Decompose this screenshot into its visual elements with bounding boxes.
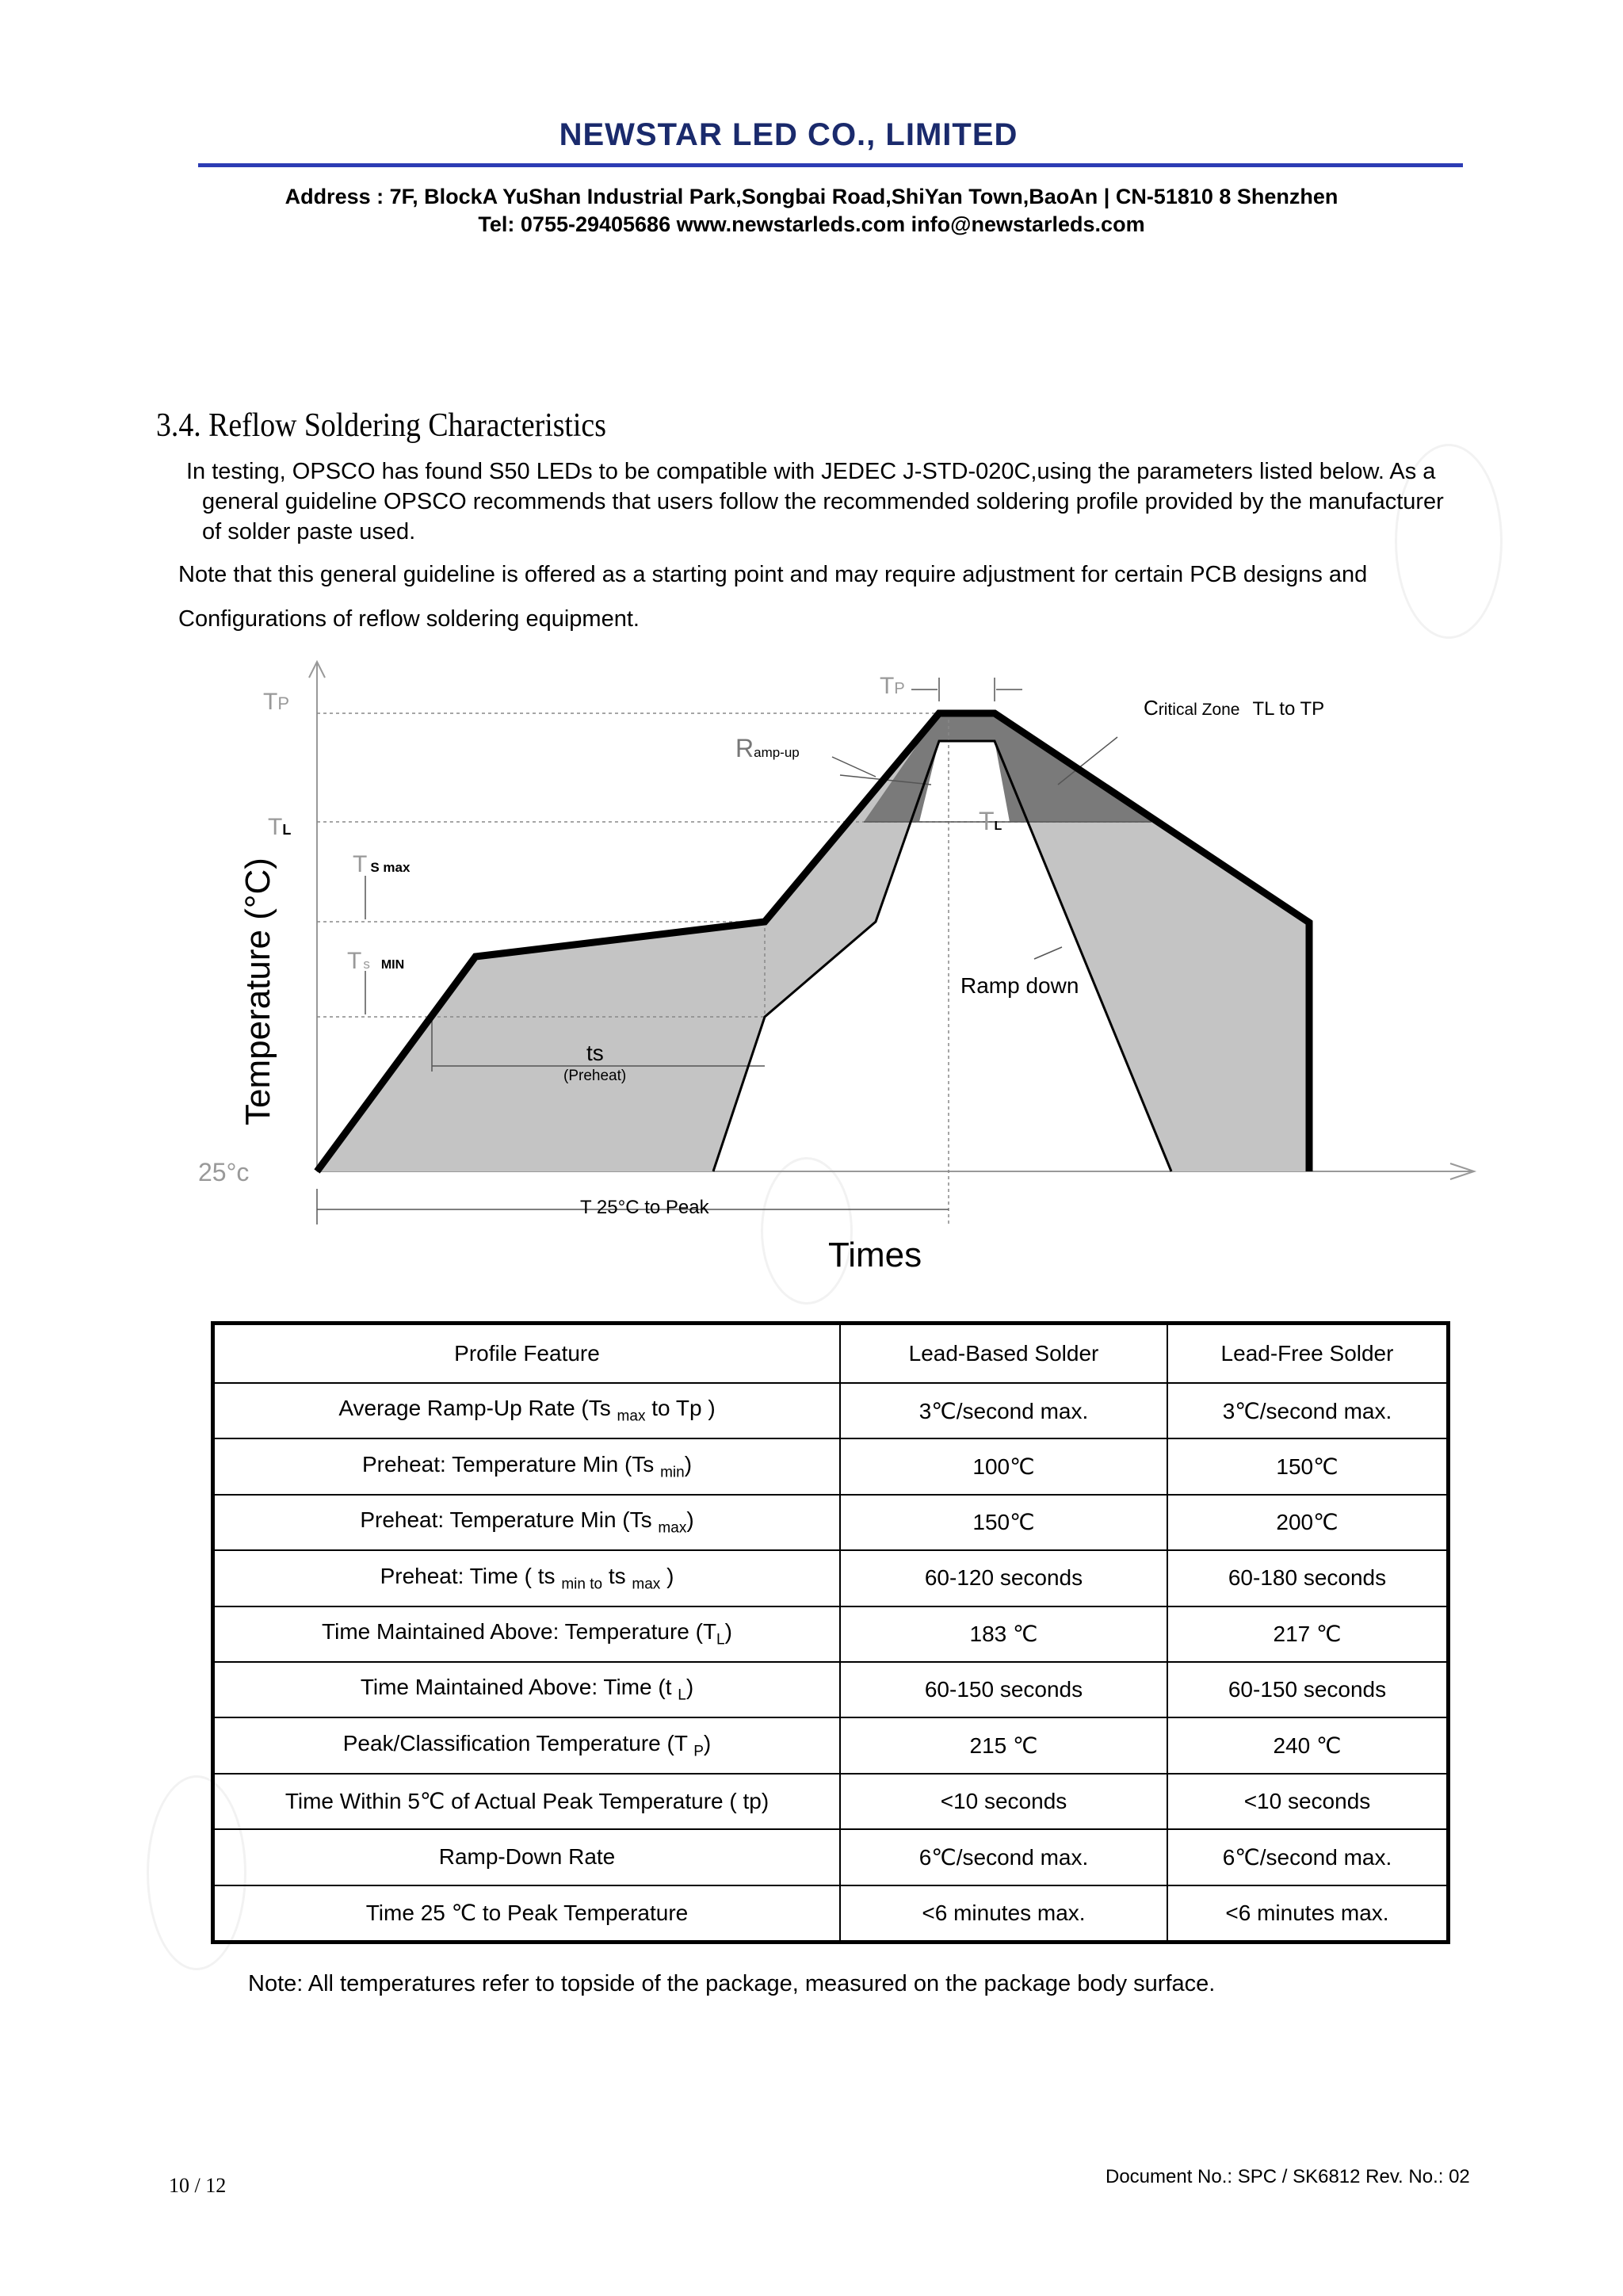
critical-zone xyxy=(864,713,1151,822)
tp-label: TP xyxy=(263,689,290,715)
company-name: NEWSTAR LED CO., LIMITED xyxy=(559,117,1018,152)
y-axis-label: Temperature (°C) xyxy=(239,858,277,1125)
profile-feature: Average Ramp-Up Rate (Ts $_{max}$ to Tp ) xyxy=(213,1383,841,1438)
table-row xyxy=(213,1662,1449,1717)
column-header: Lead-Based Solder xyxy=(840,1324,1167,1384)
profile-feature: Time Maintained Above: Time (t $_L$) xyxy=(213,1662,841,1717)
table-row xyxy=(213,1495,1449,1550)
lead-based-value: 100℃ xyxy=(840,1438,1167,1494)
profile-feature: Preheat: Time ( ts $_{min to}$ ts $_{max}$ ) xyxy=(213,1550,841,1606)
intro-line: general guideline OPSCO recommends that users follow the recommended soldering profile provided by the manufacturer xyxy=(202,489,1444,514)
critical-zone-label: Critical Zone TL to TP xyxy=(1144,696,1325,720)
lead-free-value: 60-180 seconds xyxy=(1167,1550,1449,1606)
lead-free-value: <10 seconds xyxy=(1167,1774,1449,1829)
lead-based-value: 60-150 seconds xyxy=(840,1662,1167,1717)
ramp-up-label: Ramp-up xyxy=(735,734,800,762)
lead-based-value: 183 ℃ xyxy=(840,1606,1167,1662)
table-row xyxy=(213,1606,1449,1662)
temperature-note: Note: All temperatures refer to topside of the package, measured on the package body surface. xyxy=(248,1971,1216,1996)
tl-time-label: TL xyxy=(979,807,1002,835)
header-rule xyxy=(198,163,1463,167)
lead-free-value: 3℃/second max. xyxy=(1167,1383,1449,1438)
table-row xyxy=(213,1550,1449,1606)
lead-free-value: <6 minutes max. xyxy=(1167,1885,1449,1943)
company-address: Address : 7F, BlockA YuShan Industrial Park,Songbai Road,ShiYan Town,BaoAn | CN-51810 8 Shenzhen xyxy=(285,185,1338,208)
intro-line: of solder paste used. xyxy=(202,519,416,544)
preheat-label: (Preheat) xyxy=(563,1068,627,1084)
table-row xyxy=(213,1438,1449,1494)
intro-paragraph xyxy=(186,457,1549,547)
table-header-row xyxy=(213,1324,1449,1384)
profile-feature: Time Maintained Above: Temperature $(T_L)$ xyxy=(213,1606,841,1662)
tl-label: TL xyxy=(268,814,292,840)
lead-free-value: 240 ℃ xyxy=(1167,1717,1449,1773)
lead-free-value: 200℃ xyxy=(1167,1495,1449,1550)
profile-feature: Preheat: Temperature Min (Ts $_{min}$) xyxy=(213,1438,841,1494)
tsmin-label: Ts MIN xyxy=(347,948,405,974)
column-header: Profile Feature xyxy=(213,1324,841,1384)
reflow-profile-table xyxy=(211,1321,1450,1944)
lead-based-value: 6℃/second max. xyxy=(840,1829,1167,1885)
company-contact: Tel: 0755-29405686 www.newstarleds.com info@newstarleds.com xyxy=(478,212,1145,236)
lead-based-value: <10 seconds xyxy=(840,1774,1167,1829)
lead-free-value: 217 ℃ xyxy=(1167,1606,1449,1662)
lead-free-value: 60-150 seconds xyxy=(1167,1662,1449,1717)
table-row xyxy=(213,1774,1449,1829)
process-window xyxy=(317,713,1309,1171)
lead-based-value: 150℃ xyxy=(840,1495,1167,1550)
profile-feature: Preheat: Temperature Min (Ts $_{max}$) xyxy=(213,1495,841,1550)
lead-based-value: <6 minutes max. xyxy=(840,1885,1167,1943)
lead-based-value: 215 ℃ xyxy=(840,1717,1167,1773)
lead-based-value: 60-120 seconds xyxy=(840,1550,1167,1606)
section-title: 3.4. Reflow Soldering Characteristics xyxy=(156,407,606,444)
table-row xyxy=(213,1885,1449,1943)
t25-label: 25°c xyxy=(198,1158,250,1186)
lead-free-value: 6℃/second max. xyxy=(1167,1829,1449,1885)
column-header: Lead-Free Solder xyxy=(1167,1324,1449,1384)
ramp-up-pointer xyxy=(832,757,876,777)
document-number: Document No.: SPC / SK6812 Rev. No.: 02 xyxy=(1106,2166,1470,2187)
x-axis-label: Times xyxy=(828,1236,922,1274)
profile-feature: Time Within 5℃ of Actual Peak Temperature ( tp) xyxy=(213,1774,841,1829)
page-number: 10 / 12 xyxy=(169,2174,227,2197)
ts-label: ts xyxy=(586,1041,604,1065)
lead-based-value: 3℃/second max. xyxy=(840,1383,1167,1438)
reflow-profile-diagram xyxy=(143,658,1490,1276)
note-line: Note that this general guideline is offered as a starting point and may require adjustment for certain PCB designs and xyxy=(178,562,1368,587)
table-row xyxy=(213,1383,1449,1438)
tp-time-label: TP xyxy=(880,673,905,699)
intro-line: In testing, OPSCO has found S50 LEDs to be compatible with JEDEC J-STD-020C,using the parameters listed below. As a xyxy=(186,459,1436,484)
profile-feature: Ramp-Down Rate xyxy=(213,1829,841,1885)
profile-feature: Time 25 ℃ to Peak Temperature xyxy=(213,1885,841,1943)
table-row xyxy=(213,1717,1449,1773)
note-line: Configurations of reflow soldering equipment. xyxy=(178,606,640,632)
table-row xyxy=(213,1829,1449,1885)
ramp-down-pointer xyxy=(1034,947,1062,959)
lead-free-value: 150℃ xyxy=(1167,1438,1449,1494)
profile-feature: Peak/Classification Temperature (T $_P$) xyxy=(213,1717,841,1773)
t25-to-peak-label: T 25°C to Peak xyxy=(580,1197,709,1218)
tsmax-label: T S max xyxy=(353,851,411,877)
ramp-down-label: Ramp down xyxy=(960,973,1079,998)
